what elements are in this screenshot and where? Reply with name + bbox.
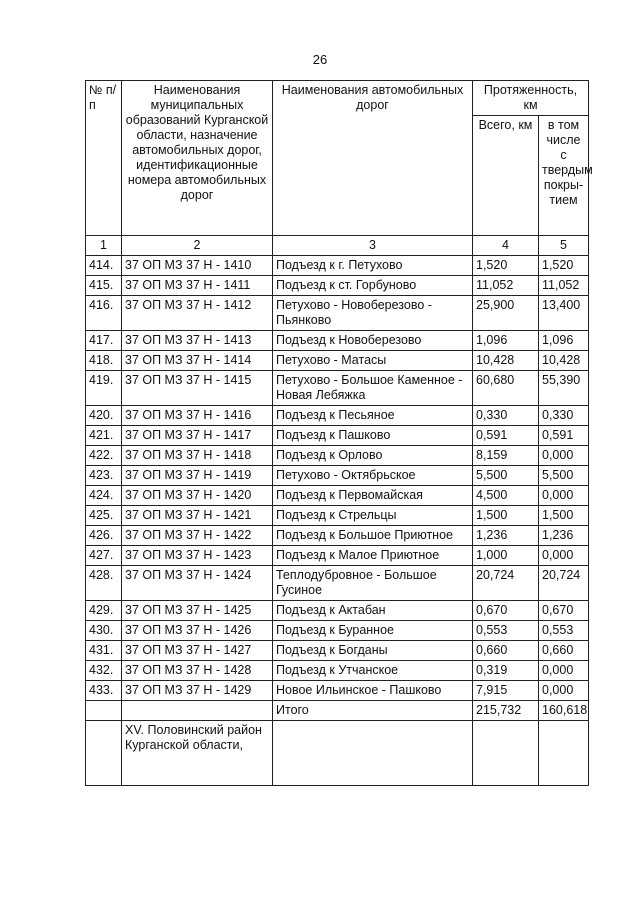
road-id: 37 ОП МЗ 37 Н - 1425 (122, 601, 273, 621)
length-total: 10,428 (473, 351, 539, 371)
total-hard-value: 160,618 (539, 701, 589, 721)
road-name: Петухово - Новоберезово - Пьянково (273, 296, 473, 331)
length-hard: 1,520 (539, 256, 589, 276)
length-total: 1,096 (473, 331, 539, 351)
length-total: 25,900 (473, 296, 539, 331)
road-id: 37 ОП МЗ 37 Н - 1428 (122, 661, 273, 681)
length-total: 0,319 (473, 661, 539, 681)
table-row (86, 621, 589, 641)
row-number: 414. (86, 256, 122, 276)
length-total: 8,159 (473, 446, 539, 466)
road-name: Подъезд к Большое Приютное (273, 526, 473, 546)
row-number: 429. (86, 601, 122, 621)
row-number: 423. (86, 466, 122, 486)
road-name: Подъезд к ст. Горбуново (273, 276, 473, 296)
header-total: Всего, км (473, 116, 539, 236)
road-id: 37 ОП МЗ 37 Н - 1418 (122, 446, 273, 466)
row-number: 416. (86, 296, 122, 331)
road-id: 37 ОП МЗ 37 Н - 1417 (122, 426, 273, 446)
header-row (86, 81, 589, 116)
road-id: 37 ОП МЗ 37 Н - 1416 (122, 406, 273, 426)
length-hard: 0,000 (539, 486, 589, 506)
row-number: 421. (86, 426, 122, 446)
road-name: Петухово - Большое Каменное - Новая Лебяжка (273, 371, 473, 406)
column-number: 4 (473, 236, 539, 256)
length-hard: 0,553 (539, 621, 589, 641)
length-hard: 0,000 (539, 446, 589, 466)
total-value: 215,732 (473, 701, 539, 721)
table-row (86, 506, 589, 526)
length-hard: 0,000 (539, 681, 589, 701)
road-name: Теплодубровное - Большое Гусиное (273, 566, 473, 601)
length-hard: 0,000 (539, 546, 589, 566)
row-number: 432. (86, 661, 122, 681)
row-number: 426. (86, 526, 122, 546)
column-number: 3 (273, 236, 473, 256)
length-total: 0,670 (473, 601, 539, 621)
table-row (86, 601, 589, 621)
road-name: Петухово - Октябрьское (273, 466, 473, 486)
road-id: 37 ОП МЗ 37 Н - 1429 (122, 681, 273, 701)
table-row (86, 331, 589, 351)
road-name: Подъезд к Богданы (273, 641, 473, 661)
table-row (86, 256, 589, 276)
road-name: Новое Ильинское - Пашково (273, 681, 473, 701)
table-row (86, 526, 589, 546)
length-total: 20,724 (473, 566, 539, 601)
column-number: 1 (86, 236, 122, 256)
total-row (86, 701, 589, 721)
road-id: 37 ОП МЗ 37 Н - 1414 (122, 351, 273, 371)
road-name: Подъезд к Новоберезово (273, 331, 473, 351)
header-hard-surface: в том числе с твердым покры-тием (539, 116, 589, 236)
road-name: Подъезд к Актабан (273, 601, 473, 621)
table-row (86, 276, 589, 296)
length-hard: 20,724 (539, 566, 589, 601)
table-row (86, 681, 589, 701)
length-hard: 0,330 (539, 406, 589, 426)
length-hard: 55,390 (539, 371, 589, 406)
road-id: 37 ОП МЗ 37 Н - 1419 (122, 466, 273, 486)
row-number: 427. (86, 546, 122, 566)
section-row (86, 721, 589, 786)
header-road-name: Наименования автомобильных дорог (273, 81, 473, 236)
row-number: 419. (86, 371, 122, 406)
table-row (86, 426, 589, 446)
length-total: 1,500 (473, 506, 539, 526)
road-name: Подъезд к Малое Приютное (273, 546, 473, 566)
roads-table (85, 80, 593, 786)
length-hard: 5,500 (539, 466, 589, 486)
row-number: 420. (86, 406, 122, 426)
column-number: 5 (539, 236, 589, 256)
length-total: 0,553 (473, 621, 539, 641)
table-row (86, 371, 589, 406)
table-row (86, 466, 589, 486)
table-row (86, 546, 589, 566)
road-id: 37 ОП МЗ 37 Н - 1411 (122, 276, 273, 296)
length-hard: 0,670 (539, 601, 589, 621)
road-name: Подъезд к Первомайская (273, 486, 473, 506)
road-id: 37 ОП МЗ 37 Н - 1412 (122, 296, 273, 331)
road-name: Подъезд к Пашково (273, 426, 473, 446)
section-label: XV. Половинский район Курганской области, (122, 721, 273, 786)
length-hard: 1,500 (539, 506, 589, 526)
row-number: 433. (86, 681, 122, 701)
road-id: 37 ОП МЗ 37 Н - 1423 (122, 546, 273, 566)
length-total: 5,500 (473, 466, 539, 486)
table-row (86, 406, 589, 426)
length-hard: 13,400 (539, 296, 589, 331)
length-hard: 10,428 (539, 351, 589, 371)
length-total: 1,236 (473, 526, 539, 546)
row-number: 417. (86, 331, 122, 351)
road-id: 37 ОП МЗ 37 Н - 1415 (122, 371, 273, 406)
road-name: Подъезд к Стрельцы (273, 506, 473, 526)
row-number: 430. (86, 621, 122, 641)
column-number: 2 (122, 236, 273, 256)
length-hard: 0,000 (539, 661, 589, 681)
table-row (86, 661, 589, 681)
road-id: 37 ОП МЗ 37 Н - 1424 (122, 566, 273, 601)
row-number: 431. (86, 641, 122, 661)
table-row (86, 296, 589, 331)
table-row (86, 566, 589, 601)
road-id: 37 ОП МЗ 37 Н - 1427 (122, 641, 273, 661)
row-number: 415. (86, 276, 122, 296)
total-label: Итого (273, 701, 473, 721)
table-row (86, 446, 589, 466)
length-total: 7,915 (473, 681, 539, 701)
length-total: 0,660 (473, 641, 539, 661)
road-id: 37 ОП МЗ 37 Н - 1420 (122, 486, 273, 506)
road-name: Петухово - Матасы (273, 351, 473, 371)
table-row (86, 351, 589, 371)
length-hard: 11,052 (539, 276, 589, 296)
row-number: 418. (86, 351, 122, 371)
length-hard: 0,591 (539, 426, 589, 446)
length-total: 0,330 (473, 406, 539, 426)
header-length: Протяженность, км (473, 81, 589, 116)
road-id: 37 ОП МЗ 37 Н - 1426 (122, 621, 273, 641)
road-name: Подъезд к г. Петухово (273, 256, 473, 276)
road-name: Подъезд к Буранное (273, 621, 473, 641)
road-name: Подъезд к Утчанское (273, 661, 473, 681)
table-row (86, 486, 589, 506)
column-number-row (86, 236, 589, 256)
length-hard: 1,096 (539, 331, 589, 351)
road-name: Подъезд к Песьяное (273, 406, 473, 426)
row-number: 428. (86, 566, 122, 601)
header-municipality: Наименования муниципальных образований Курганской области, назначение автомобильных дорог, идентификационные номера автомобильных дорог (122, 81, 273, 236)
row-number: 424. (86, 486, 122, 506)
length-total: 0,591 (473, 426, 539, 446)
length-total: 1,000 (473, 546, 539, 566)
length-hard: 0,660 (539, 641, 589, 661)
road-id: 37 ОП МЗ 37 Н - 1410 (122, 256, 273, 276)
row-number: 425. (86, 506, 122, 526)
header-num: № п/п (86, 81, 122, 236)
table-row (86, 641, 589, 661)
road-id: 37 ОП МЗ 37 Н - 1422 (122, 526, 273, 546)
row-number: 422. (86, 446, 122, 466)
length-total: 1,520 (473, 256, 539, 276)
road-id: 37 ОП МЗ 37 Н - 1421 (122, 506, 273, 526)
page-number: 26 (312, 52, 328, 67)
length-total: 4,500 (473, 486, 539, 506)
road-id: 37 ОП МЗ 37 Н - 1413 (122, 331, 273, 351)
length-total: 11,052 (473, 276, 539, 296)
road-name: Подъезд к Орлово (273, 446, 473, 466)
length-hard: 1,236 (539, 526, 589, 546)
length-total: 60,680 (473, 371, 539, 406)
